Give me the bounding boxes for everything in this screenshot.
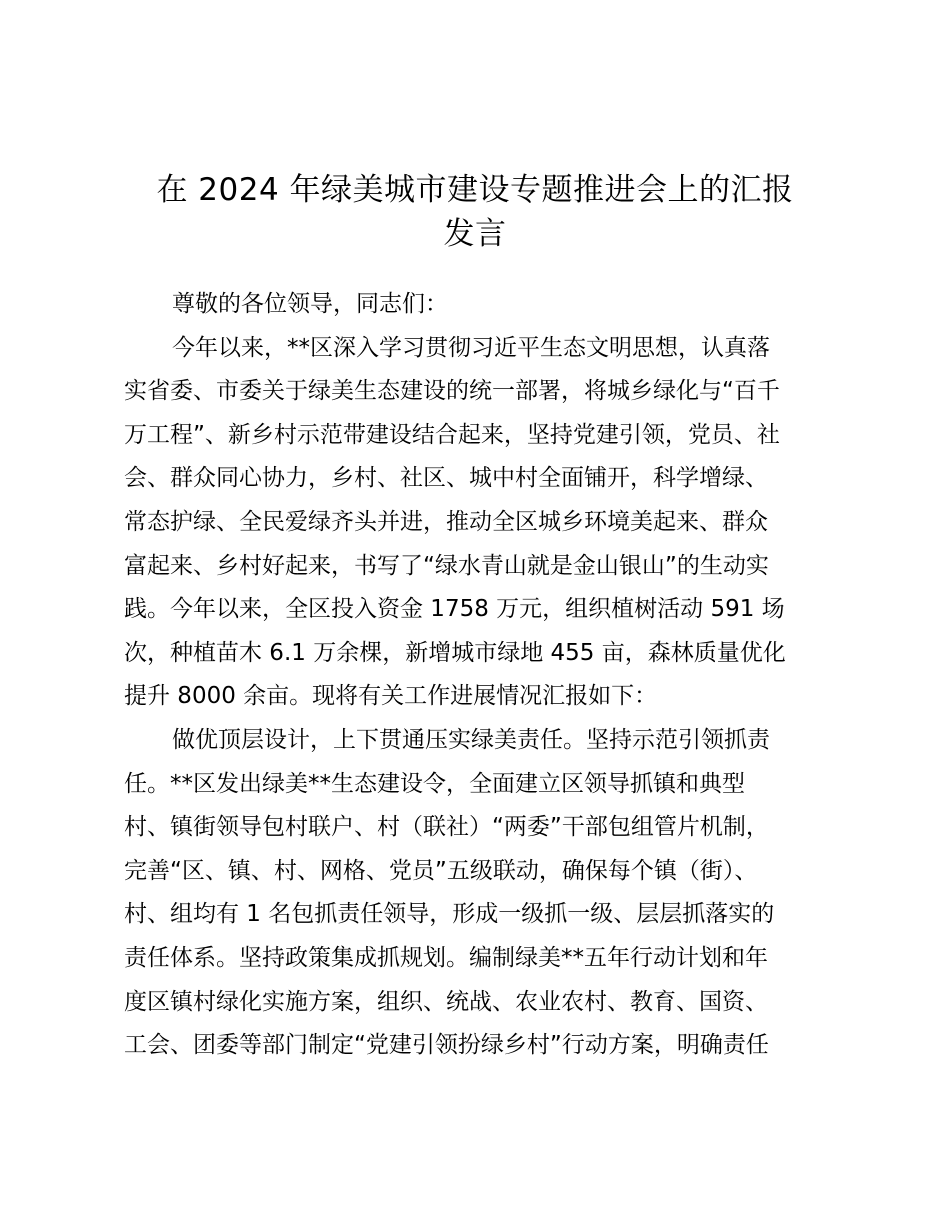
- document-title: [120, 168, 830, 256]
- paragraph-line: 村、组均有 1 名包抓责任领导，形成一级抓一级、层层抓落实的: [124, 901, 775, 928]
- title-line-2: 发言: [443, 216, 507, 252]
- document-body: [124, 283, 836, 1068]
- title-line-1: 在 2024 年绿美城市建设专题推进会上的汇报: [156, 172, 794, 208]
- paragraph-line: 富起来、乡村好起来，书写了“绿水青山就是金山银山”的生动实: [124, 552, 769, 579]
- paragraph-line: 会、群众同心协力，乡村、社区、城中村全面铺开，科学增绿、: [124, 465, 768, 492]
- paragraph-line: 任。**区发出绿美**生态建设令，全面建立区领导抓镇和典型: [124, 770, 745, 797]
- paragraph-line: 村、镇街领导包村联户、村（联社）“两委”干部包组管片机制，: [124, 814, 769, 841]
- paragraph-line: 万工程”、新乡村示范带建设结合起来，坚持党建引领，党员、社: [124, 421, 780, 448]
- salutation: 尊敬的各位领导，同志们：: [172, 291, 448, 317]
- paragraph-line: 工会、团委等部门制定“党建引领扮绿乡村”行动方案，明确责任: [124, 1032, 769, 1059]
- paragraph-line: 完善“区、镇、村、网格、党员”五级联动，确保每个镇（街）、: [124, 857, 758, 884]
- paragraph-line: 责任体系。坚持政策集成抓规划。编制绿美**五年行动计划和年: [124, 944, 768, 971]
- paragraph-line: 做优顶层设计，上下贯通压实绿美责任。坚持示范引领抓责: [172, 726, 770, 753]
- paragraph-line: 度区镇村绿化实施方案，组织、统战、农业农村、教育、国资、: [124, 988, 768, 1015]
- paragraph-line: 常态护绿、全民爱绿齐头并进，推动全区城乡环境美起来、群众: [124, 508, 768, 535]
- paragraph-line: 今年以来，**区深入学习贯彻习近平生态文明思想，认真落: [172, 334, 770, 361]
- paragraph-line: 践。今年以来，全区投入资金 1758 万元，组织植树活动 591 场: [124, 596, 785, 623]
- paragraph-line: 次，种植苗木 6.1 万余棵，新增城市绿地 455 亩，森林质量优化: [124, 639, 786, 666]
- paragraph-line: 提升 8000 余亩。现将有关工作进展情况汇报如下：: [124, 683, 658, 710]
- paragraph-line: 实省委、市委关于绿美生态建设的统一部署，将城乡绿化与“百千: [124, 378, 780, 405]
